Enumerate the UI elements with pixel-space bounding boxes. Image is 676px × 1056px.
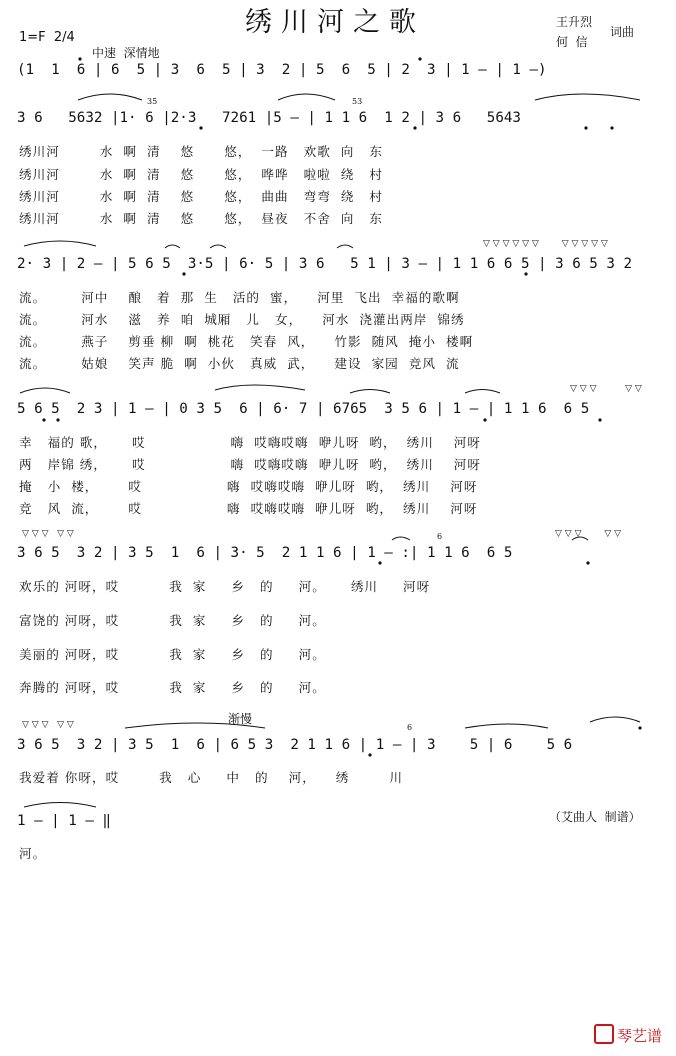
slur [572,537,588,540]
lyric-line: 竞 风 流， 哎 嗨 哎嗨哎嗨 咿儿呀 哟， 绣川 河呀 [19,501,478,516]
watermark-logo: 琴艺谱 [584,1006,662,1046]
slur [210,245,226,248]
slur [125,723,265,728]
lyric-line: 绣川河 水 啊 清 悠 悠， 一路 欢歌 向 东 [19,144,384,159]
slur [24,803,96,808]
song-title: 绣川河之歌 [245,7,425,38]
lyric-line: 流。 燕子 剪垂 柳 啊 桃花 笑春 风， 竹影 随风 掩小 楼啊 [19,334,474,349]
lyric-line: 奔腾的 河呀，哎 我 家 乡 的 河。 [19,680,326,695]
composer: 何 信 [556,35,588,49]
accent-marks: ▽ ▽ ▽ ▽ ▽ ▽ ▽ ▽ ▽ ▽ ▽ [483,239,608,249]
system-7-notes: 1 — | 1 — ‖ [17,813,111,829]
key-signature: 1=F 2/4 [19,30,75,45]
tempo-change: 渐慢 [228,712,253,726]
system-4-notes: 5 6 5 2 3 | 1 — | 0 3 5 6 | 6· 7 | 6765 3 5 6 | 1 — | 1 1 6 6 5 [17,401,590,417]
grace-note: 6 [407,723,413,732]
grace-note: 53 [352,97,363,106]
end-credit: （艾曲人 制谱） [549,810,641,824]
accent-marks: ▽ ▽ ▽ ▽ ▽ [22,720,74,730]
slur [392,537,410,540]
lyric-line: 欢乐的 河呀，哎 我 家 乡 的 河。 绣川 河呀 [19,579,431,594]
lyric-line: 流。 姑娘 笑声 脆 啊 小伙 真威 武， 建设 家园 竞风 流 [19,356,460,371]
slur [78,94,142,100]
slur [465,390,500,394]
lyric-line: 河。 [19,846,47,861]
slur [278,94,335,100]
system-2-notes: 3 6 5632 |1· 6 |2·3 7261 |5 — | 1 1 6 1 2 | 3 6 5643 [17,110,521,126]
lyric-line: 流。 河中 酿 着 那 生 活的 蜜， 河里 飞出 幸福的歌啊 [19,290,460,305]
system-3-notes: 2· 3 | 2 — | 5 6 5 3·5 | 6· 5 | 3 6 5 1 | 3 — | 1 1 6 6 5 | 3 6 5 3 2 [17,256,632,272]
lyric-line: 绣川河 水 啊 清 悠 悠， 曲曲 弯弯 绕 村 [19,189,384,204]
slur [535,94,640,100]
lyric-line: 美丽的 河呀，哎 我 家 乡 的 河。 [19,647,326,662]
slur [215,385,305,390]
lyric-line: 掩 小 楼， 哎 嗨 哎嗨哎嗨 咿儿呀 哟， 绣川 河呀 [19,479,478,494]
lyric-line: 绣川河 水 啊 清 悠 悠， 昼夜 不舍 向 东 [19,211,384,226]
lyric-line: 我爱着 你呀，哎 我 心 中 的 河， 绣 川 [19,770,404,785]
slur [24,241,96,246]
slur [590,717,640,722]
lyricist: 王升烈 [556,15,593,29]
lyric-line: 幸 福的 歌， 哎 嗨 哎嗨哎嗨 咿儿呀 哟， 绣川 河呀 [19,435,481,450]
tempo-marking: 中速 深情地 [92,46,160,60]
slur [465,724,548,728]
grace-note: 6 [437,532,443,541]
logo-icon [594,1024,614,1044]
lyric-line: 流。 河水 滋 养 咱 城厢 儿 女， 河水 浇灌出两岸 锦绣 [19,312,465,327]
system-5-notes: 3 6 5 3 2 | 3 5 1 6 | 3· 5 2 1 1 6 | 1 — :| 1 1 6 6 5 [17,545,513,561]
accent-marks: ▽ ▽ ▽ ▽ ▽ [22,529,74,539]
lyric-line: 绣川河 水 啊 清 悠 悠， 哗哗 啦啦 绕 村 [19,167,384,182]
system-1-notes: (1 1 6 | 6 5 | 3 6 5 | 3 2 | 5 6 5 | 2 3 | 1 — | 1 —) [17,62,547,78]
accent-marks: ▽ ▽ ▽ ▽ ▽ [555,529,622,539]
grace-note: 35 [147,97,158,106]
lyric-line: 富饶的 河呀，哎 我 家 乡 的 河。 [19,613,326,628]
credit-role: 词曲 [610,25,635,39]
slur [350,390,390,394]
slur [20,388,70,393]
lyric-line: 两 岸锦 绣， 哎 嗨 哎嗨哎嗨 咿儿呀 哟， 绣川 河呀 [19,457,481,472]
accent-marks: ▽ ▽ ▽ ▽ ▽ [570,384,642,394]
system-6-notes: 3 6 5 3 2 | 3 5 1 6 | 6 5 3 2 1 1 6 | 1 — | 3 5 | 6 5 6 [17,737,573,753]
slur [165,245,180,248]
slur [337,245,353,248]
